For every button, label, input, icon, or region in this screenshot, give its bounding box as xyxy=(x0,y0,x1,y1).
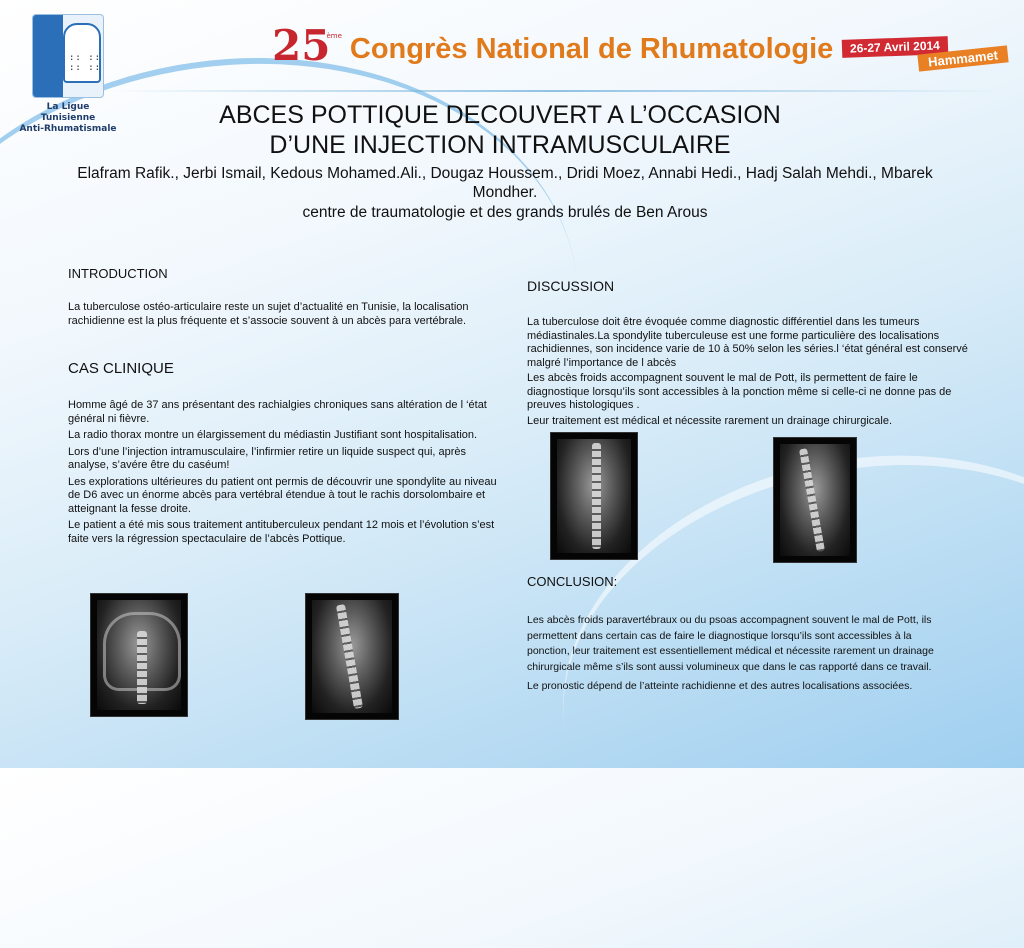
cas-clinique-paragraph: Homme âgé de 37 ans présentant des rachialgies chroniques sans altération de l ‘état général ni fièvre. xyxy=(68,399,487,425)
league-logo xyxy=(18,14,118,135)
cas-clinique-paragraph: Le patient a été mis sous traitement antituberculeux pendant 12 mois et l’évolution s’est faite vers la régression spectaculaire de l’abcès Pottique. xyxy=(68,519,495,545)
title-line-2: D’UNE INJECTION INTRAMUSCULAIRE xyxy=(269,131,731,159)
cas-clinique-paragraph: Lors d’une l’injection intramusculaire, l’infirmier retire un liquide suspect qui, après analyse, s’avére être du caséum! xyxy=(68,445,467,471)
spine-mri-sagittal-image-1 xyxy=(305,593,399,720)
introduction-section xyxy=(68,266,508,328)
cas-clinique-paragraph: Les explorations ultérieures du patient ont permis de découvrir une spondylite au niveau de D6 avec un énorme abcès para vertébral étendue à tout le rachis dorsolombaire et atteignant la fesse droite. xyxy=(68,475,497,515)
introduction-heading: INTRODUCTION xyxy=(68,266,168,281)
spine-mri-sagittal-image-2 xyxy=(773,437,857,563)
congress-name: Congrès National de Rhumatologie xyxy=(349,33,834,65)
discussion-paragraph: La tuberculose doit être évoquée comme diagnostic différentiel dans les tumeurs médiastinales.La spondylite tuberculeuse est une forme particulière des localisations rachidiennes, son incidence varie de 10 à 50% selon les séries.l ‘état général est conservé malgré l’importance de l abcès xyxy=(527,316,968,369)
logo-line-2: Anti-Rhumatismale xyxy=(19,124,117,134)
conclusion-paragraph: Les abcès froids paravertébraux ou du psoas accompagnent souvent le mal de Pott, ils permettent dans certain cas de faire le diagnostique lorsqu’ils sont accessibles à la ponction, leur traitement est essentiellement médical et nécessite rarement un drainage chirurgicale même s’ils sont aussi volumineux que dans le cas rapporté dans ce travail. xyxy=(527,614,934,673)
congress-date-badge: 26-27 Avril 2014 xyxy=(842,36,948,58)
spine-mri-coronal-image xyxy=(550,432,638,560)
cas-clinique-heading: CAS CLINIQUE xyxy=(68,360,174,377)
conclusion-heading: CONCLUSION: xyxy=(527,574,618,589)
discussion-paragraph: Leur traitement est médical et nécessite rarement un drainage chirurgicale. xyxy=(527,414,893,427)
conclusion-paragraph: Le pronostic dépend de l’atteinte rachidienne et des autres localisations associées. xyxy=(527,680,913,692)
cas-clinique-section xyxy=(68,360,503,546)
cas-clinique-paragraph: La radio thorax montre un élargissement du médiastin Justifiant sont hospitalisation. xyxy=(68,429,478,441)
conclusion-section xyxy=(527,574,957,695)
authors: Elafram Rafik., Jerbi Ismail, Kedous Mohamed.Ali., Dougaz Houssem., Dridi Moez, Annabi Hedi., Hadj Salah Mehdi., Mbarek Mondher. xyxy=(77,165,933,201)
congress-place-badge: Hammamet xyxy=(917,45,1008,71)
discussion-section xyxy=(527,278,977,428)
logo-line-1: La Ligue Tunisienne xyxy=(40,102,96,123)
discussion-heading: DISCUSSION xyxy=(527,278,615,294)
title-line-1: ABCES POTTIQUE DECOUVERT A L’OCCASION xyxy=(219,101,781,129)
affiliation: centre de traumatologie et des grands brulés de Ben Arous xyxy=(302,204,708,221)
league-emblem-icon: :: :: :: :: xyxy=(32,14,104,98)
congress-number: 25 xyxy=(272,21,331,70)
header-divider xyxy=(110,90,1000,92)
discussion-paragraph: Les abcès froids accompagnent souvent le mal de Pott, ils permettent de faire le diagnostique lorsqu’ils sont accessibles à la ponction même si celle-ci ne donne pas de preuves histologiques . xyxy=(527,372,952,411)
congress-superscript: ème xyxy=(326,32,342,40)
introduction-text: La tuberculose ostéo-articulaire reste un sujet d’actualité en Tunisie, la localisation rachidienne est la plus fréquente et s’associe souvent à un abcès para vertébrale. xyxy=(68,301,469,327)
congress-banner xyxy=(272,21,834,70)
poster-title xyxy=(150,100,850,160)
chest-ct-image xyxy=(90,593,188,717)
